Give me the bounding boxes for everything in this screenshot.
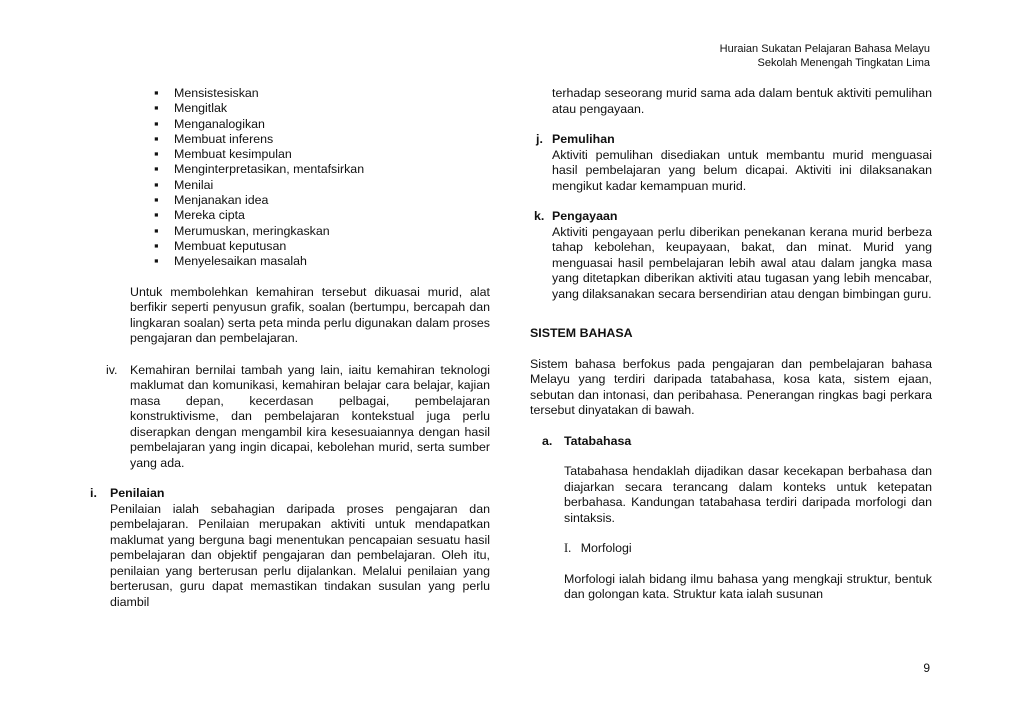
- bullet-item: ▪ Menganalogikan: [154, 117, 490, 132]
- item-morfologi: [564, 541, 932, 603]
- item-i-penilaian: [92, 486, 490, 610]
- sistem-bahasa-heading: SISTEM BAHASA: [530, 326, 633, 340]
- sistem-bahasa-text: Sistem bahasa berfokus pada pengajaran dan pembelajaran bahasa Melayu yang terdiri daripada tatabahasa, kosa kata, sistem ejaan, sebutan dan intonasi, dan peribahasa. Penerangan ringkas bagi perkara tersebut dinyatakan di bawah.: [530, 356, 932, 417]
- item-iv-text: Kemahiran bernilai tambah yang lain, iaitu kemahiran teknologi maklumat dan komunikasi, kemahiran belajar cara belajar, kajian masa depan, kecerdasan pelbagai, pembelajaran konstruktivisme, dan pembelajaran kontekstual juga perlu diserapkan dengan mengambil kira kesesuaiannya dengan hasil pembelajaran yang ingin dicapai, kebolehan murid, serta sumber yang ada.: [130, 362, 490, 470]
- left-column: [92, 86, 490, 610]
- morfologi-text: Morfologi ialah bidang ilmu bahasa yang mengkaji struktur, bentuk dan golongan kata. Struktur kata ialah susunan: [564, 571, 932, 601]
- bullet-item: ▪ Mengitlak: [154, 101, 490, 116]
- item-j-pemulihan: [530, 132, 932, 194]
- thinking-tools-paragraph: Untuk membolehkan kemahiran tersebut dikuasai murid, alat berfikir seperti penyusun grafik, soalan (bertumpu, bercapah dan lingkaran soalan) serta peta minda perlu digunakan dalam proses pengajaran dan pembelajaran.: [130, 284, 490, 346]
- item-a-tatabahasa: [530, 434, 932, 527]
- penilaian-heading: Penilaian: [110, 486, 165, 501]
- bullet-item: ▪ Menginterpretasikan, mentafsirkan: [154, 162, 490, 177]
- pengayaan-heading: Pengayaan: [552, 209, 618, 223]
- page-header: [720, 42, 930, 70]
- header-line-2: Sekolah Menengah Tingkatan Lima: [757, 57, 930, 69]
- continuation-paragraph: terhadap seseorang murid sama ada dalam bentuk aktiviti pemulihan atau pengayaan.: [552, 86, 932, 116]
- pemulihan-heading: Pemulihan: [552, 132, 615, 146]
- header-line-1: Huraian Sukatan Pelajaran Bahasa Melayu: [719, 43, 930, 55]
- bullet-item: ▪ Menilai: [154, 178, 490, 193]
- morfologi-number: I.: [564, 541, 572, 555]
- item-k-pengayaan: [530, 209, 932, 302]
- morfologi-heading: Morfologi: [580, 541, 632, 555]
- item-i-number: i.: [90, 486, 97, 501]
- penilaian-text: Penilaian ialah sebahagian daripada proses pengajaran dan pembelajaran. Penilaian merupakan aktiviti untuk mendapatkan maklumat yang berguna bagi menentukan pencapaian sesuatu hasil pembelajaran dan objektif pengajaran dan pembelajaran. Oleh itu, penilaian yang berterusan perlu dijalankan. Melalui penilaian yang berterusan, guru dapat memastikan tindakan susulan yang perlu diambil: [110, 501, 490, 609]
- bullet-item: ▪ Mensistesiskan: [154, 86, 490, 101]
- right-column: [530, 86, 932, 603]
- bullet-item: ▪ Membuat inferens: [154, 132, 490, 147]
- item-iv: [92, 363, 490, 472]
- pemulihan-text: Aktiviti pemulihan disediakan untuk membantu murid menguasai hasil pembelajaran yang belum dicapai. Aktiviti ini dilaksanakan mengikut kadar kemampuan murid.: [552, 147, 932, 193]
- item-a-number: a.: [542, 433, 553, 448]
- bullet-item: ▪ Merumuskan, meringkaskan: [154, 224, 490, 239]
- tatabahasa-text: Tatabahasa hendaklah dijadikan dasar kecekapan berbahasa dan diajarkan secara terancang dalam konteks untuk ketepatan berbahasa. Kandungan tatabahasa terdiri daripada morfologi dan sintaksis.: [564, 464, 932, 525]
- bullet-item: ▪ Mereka cipta: [154, 208, 490, 223]
- bullet-item: ▪ Menyelesaikan masalah: [154, 254, 490, 269]
- bullet-item: ▪ Membuat kesimpulan: [154, 147, 490, 162]
- item-k-number: k.: [534, 209, 545, 223]
- page-number: 9: [923, 661, 930, 675]
- pengayaan-text: Aktiviti pengayaan perlu diberikan penekanan kerana murid berbeza tahap kebolehan, keupayaan, bakat, dan minat. Murid yang menguasai hasil pembelajaran lebih awal atau dalam jangka masa yang ditetapkan diberikan aktiviti atau tugasan yang lebih mencabar, yang dilaksanakan secara bersendirian atau dengan bimbingan guru.: [552, 224, 932, 301]
- bullet-item: ▪ Membuat keputusan: [154, 239, 490, 254]
- bullet-item: ▪ Menjanakan idea: [154, 193, 490, 208]
- tatabahasa-heading: Tatabahasa: [564, 433, 632, 448]
- item-iv-number: iv.: [106, 362, 118, 377]
- item-j-number: j.: [536, 132, 543, 146]
- skills-bullet-list: [154, 86, 490, 270]
